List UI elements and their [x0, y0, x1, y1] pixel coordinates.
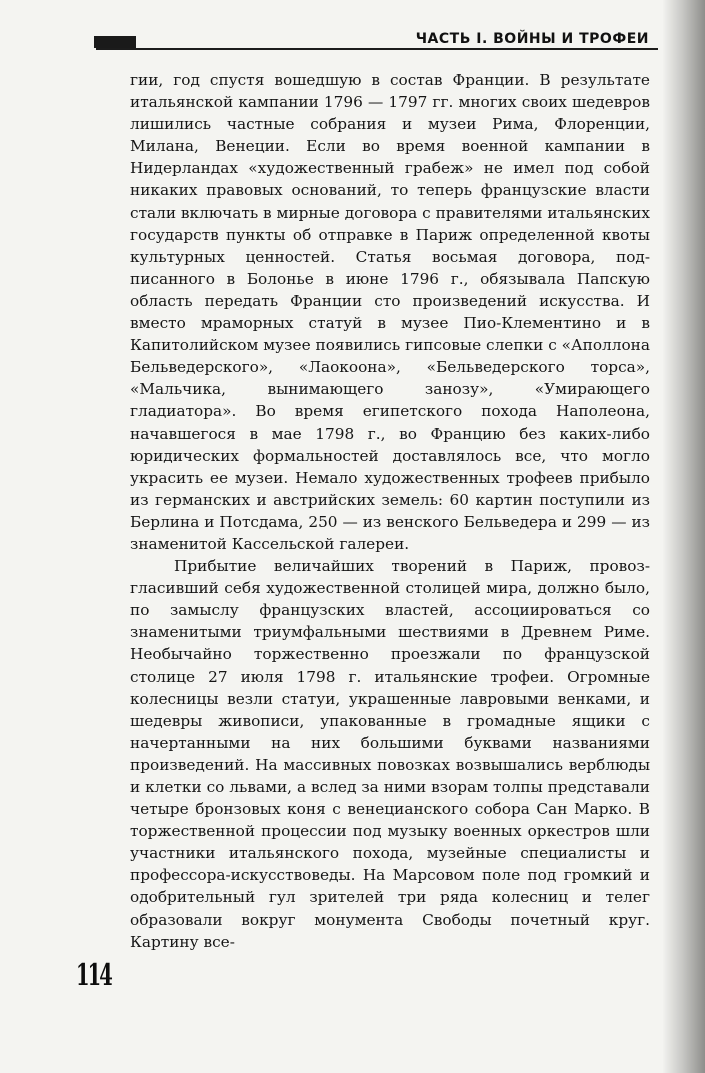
paragraph-2: Прибытие величайших творений в Париж, провозгласивший себя художественной столицей мира, должно было, по замыслу французских властей, ассоциироваться со знаменитыми триумфальными шествиями в Древнем Риме. Необычайно торжественно проезжали по французской столице 27 июля 1798 г. итальянские трофеи. Огромные колесницы везли статуи, украшенные лавровыми венками, и шедевры живописи, упакованные в громадные ящики с начертанными на них большими буквами названиями произведений. На массивных повозках возвышались верблюды и клетки со львами, а вслед за ними взорам толпы представали четыре бронзовых коня с венецианского собора Сан Марко. В торжественной процессии под музыку военных оркестров шли участники итальянского похода, музейные специалисты и профессора-искусствоведы. На Марсовом поле под громкий и одобрительный гул зрителей три ряда колесниц и телег образовали вокруг монумента Свободы почетный круг. Картину все- — [130, 557, 650, 951]
header-marker — [94, 36, 136, 48]
running-head: ЧАСТЬ I. ВОЙНЫ И ТРОФЕИ — [415, 31, 649, 47]
paragraph-1: гии, год спустя вошедшую в состав Франции. В результате итальянской кампании 1796 — 1797 гг. многих своих шедевров лишились частные собрания и музеи Рима, Флоренции, Милана, Венеции. Если во время военной кампании в Нидерландах «художественный грабеж» не имел под собой никаких правовых оснований, то теперь французские власти стали включать в мирные договора с правителями итальянских государств пункты об отправке в Париж определенной квоты культурных ценностей. Статья восьмая договора, подписанного в Болонье в июне 1796 г., обязывала Папскую область передать Франции сто произведений искусства. И вместо мраморных статуй в музее Пио-Клементино и в Капитолийском музее появились гипсовые слепки с «Аполлона Бельведерского», «Лаокоона», «Бельведерского торса», «Мальчика, вынимающего занозу», «Умирающего гладиатора». Во время египетского похода Наполеона, начавшегося в мае 1798 г., во Францию без каких-либо юридических формальностей доставлялось все, что могло украсить ее музеи. Немало художественных трофеев прибыло из германских и австрийских земель: 60 картин поступили из Берлина и Потсдама, 250 — из венского Бельведера и 299 — из знаменитой Кассельской галереи. — [130, 71, 650, 553]
page-shadow-edge — [663, 0, 705, 1073]
header-rule — [96, 48, 658, 50]
page-number: 114 — [76, 958, 111, 993]
body-text — [130, 69, 650, 953]
